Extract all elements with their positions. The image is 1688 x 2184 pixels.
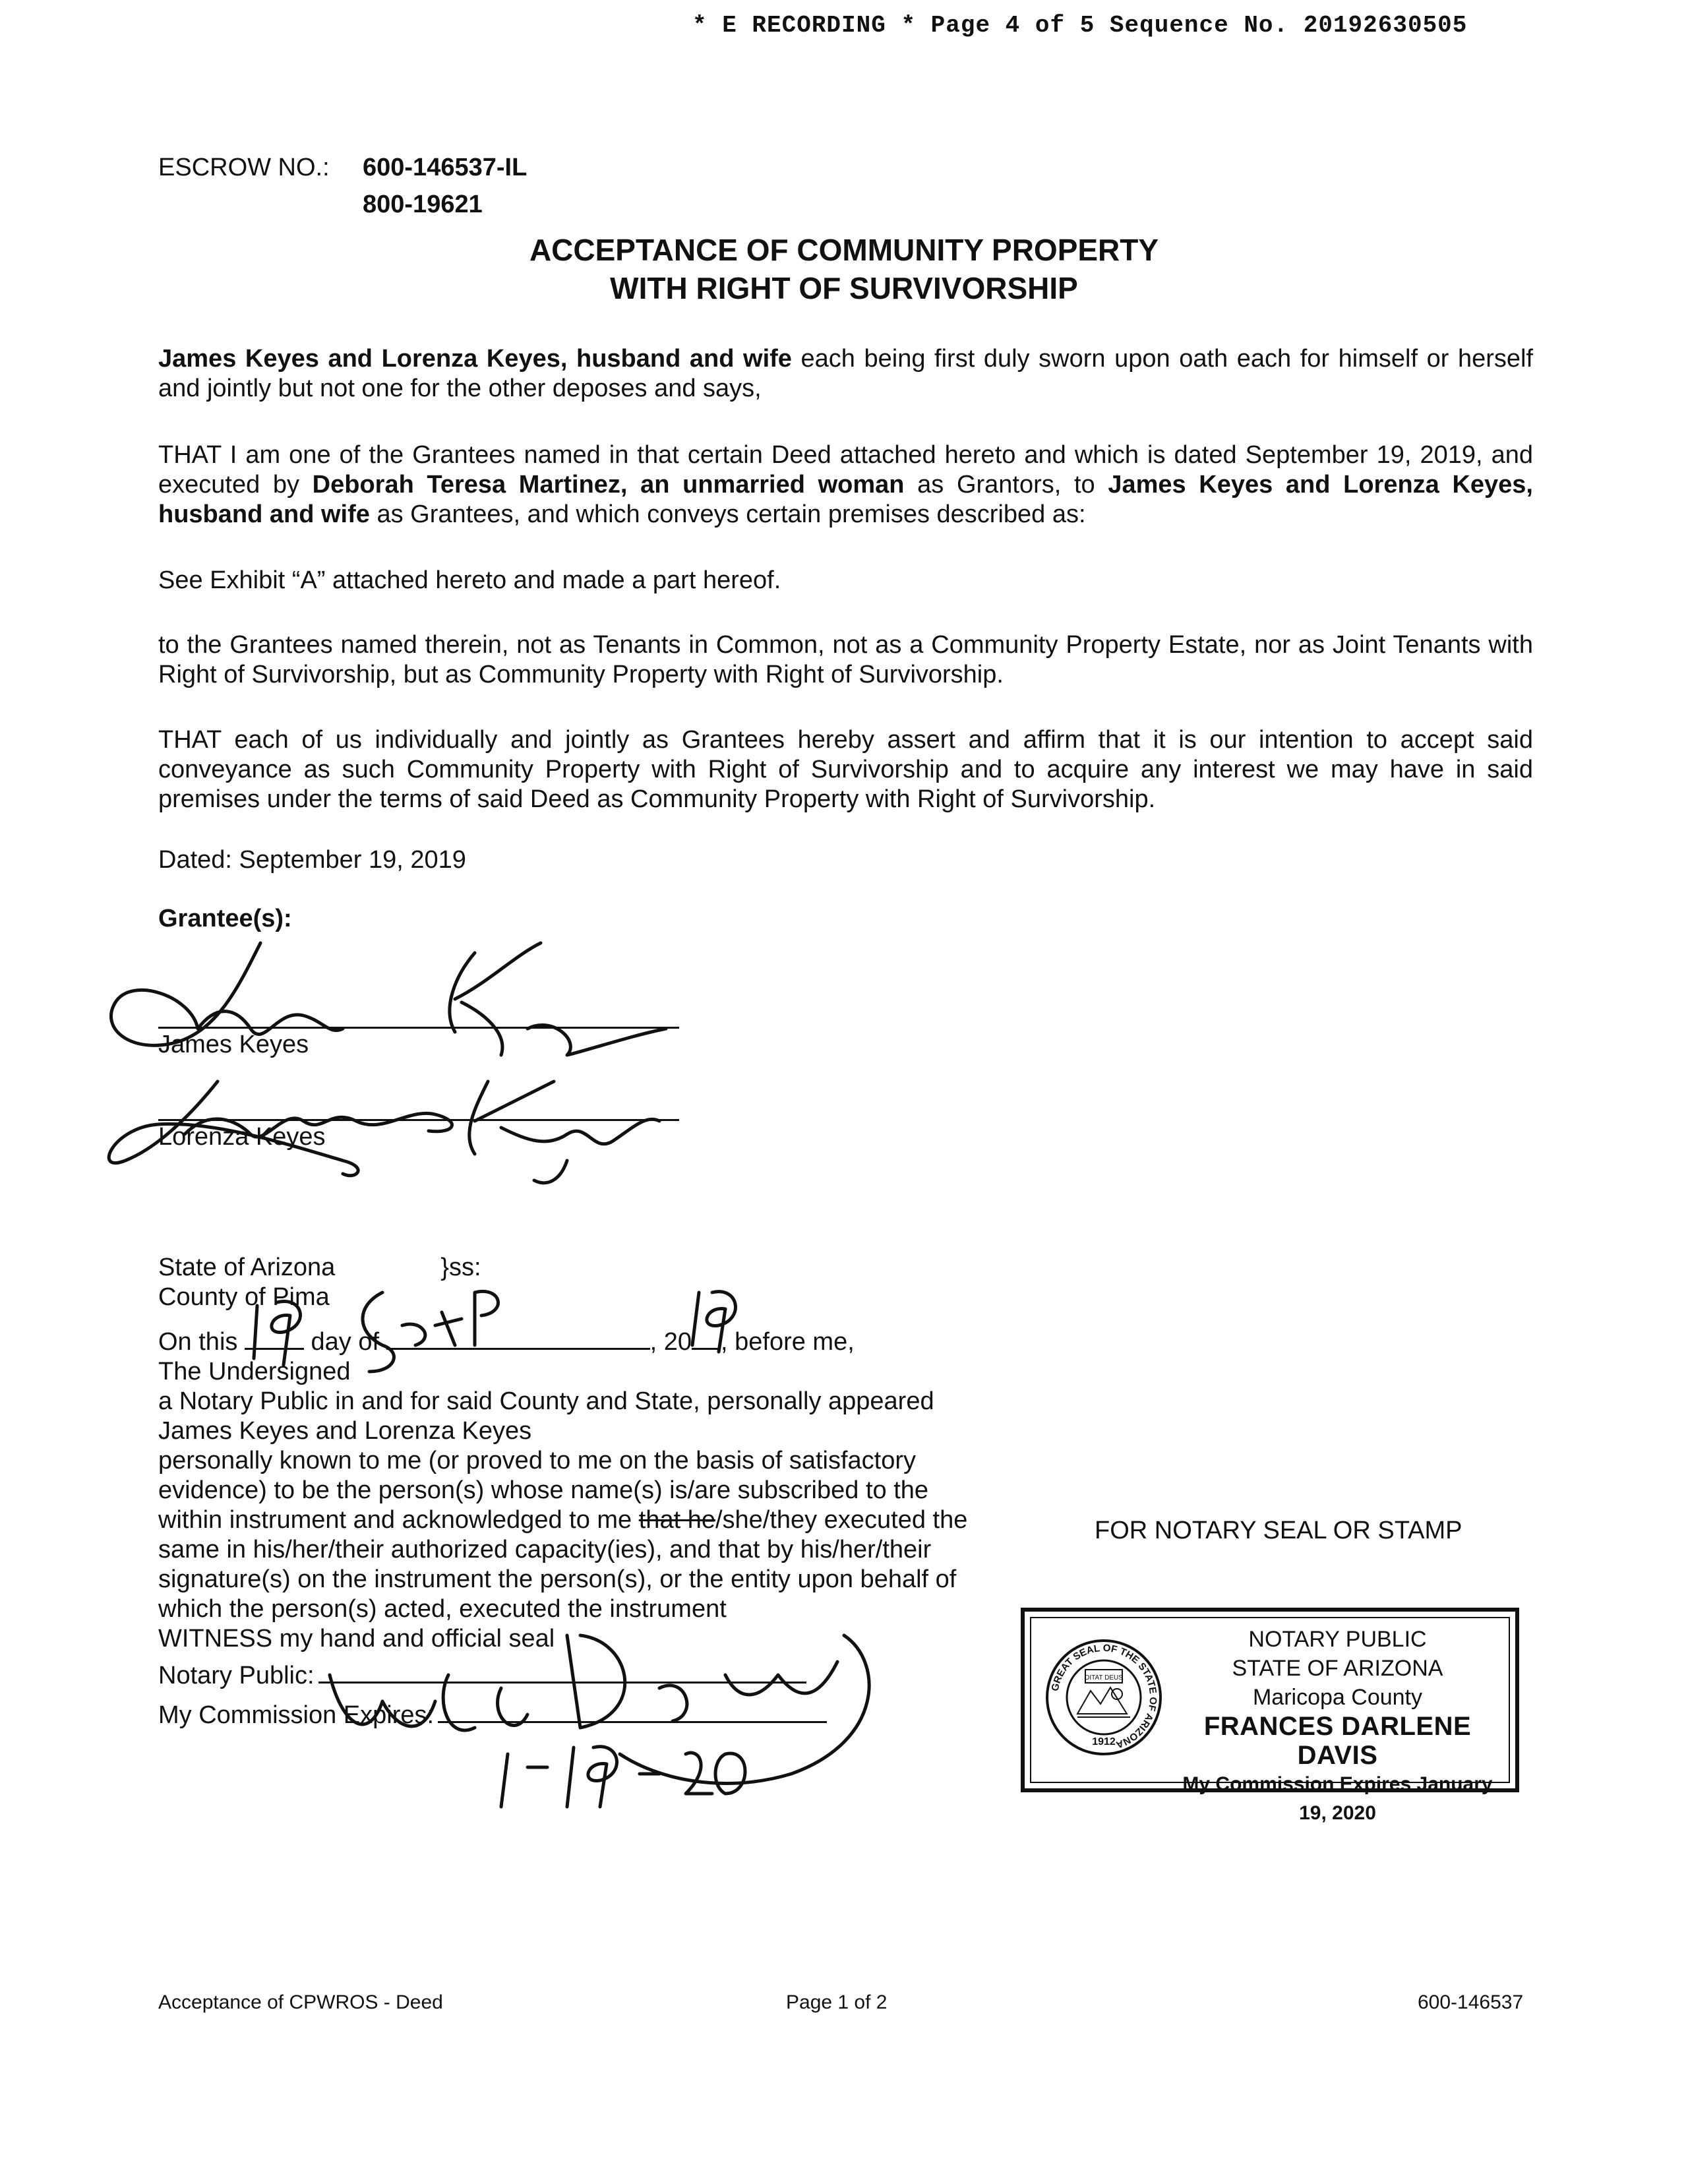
struck-text: that he xyxy=(638,1506,715,1534)
recording-header: * E RECORDING * Page 4 of 5 Sequence No. 20192630505 xyxy=(692,12,1468,39)
arizona-seal-icon xyxy=(1044,1638,1163,1757)
document-title xyxy=(0,231,1688,307)
escrow-block xyxy=(158,149,527,223)
paragraph-affirmation: THAT each of us individually and jointly as Grantees hereby assert and affirm that it is our intention to accept said conveyance as such Community Property with Right of Survivorship and to acquire any interest we may have in said premises under the terms of said Deed as Community Property with Right of Survivorship. xyxy=(158,726,1533,813)
commission-expires-label: My Commission Expires: xyxy=(158,1701,435,1729)
footer-left: Acceptance of CPWROS - Deed xyxy=(158,1991,443,2013)
paragraph-deed xyxy=(158,440,1533,530)
escrow-number-2: 800-19621 xyxy=(363,191,483,218)
expires-blank xyxy=(438,1699,827,1723)
paragraph-text: as Grantors, to xyxy=(904,471,1108,499)
ack-line-4: same in his/her/their authorized capacity(ies), and that by his/her/their xyxy=(158,1536,932,1563)
handwritten-expiry xyxy=(501,1747,745,1807)
ack-line-3: within instrument and acknowledged to me that he/she/they executed the xyxy=(158,1506,968,1534)
ack-line-5: signature(s) on the instrument the person(s), or the entity upon behalf of xyxy=(158,1565,957,1593)
ack-line-2: evidence) to be the person(s) whose name(s) is/are subscribed to the xyxy=(158,1476,929,1504)
escrow-label: ESCROW NO.: xyxy=(158,154,330,181)
title-line-2: WITH RIGHT OF SURVIVORSHIP xyxy=(610,271,1078,305)
ack-line-1: personally known to me (or proved to me on the basis of satisfactory xyxy=(158,1447,916,1474)
state-line: State of Arizona xyxy=(158,1254,336,1281)
ack-line-6: which the person(s) acted, executed the instrument xyxy=(158,1595,727,1623)
day-blank xyxy=(245,1325,304,1350)
svg-text:1912: 1912 xyxy=(1092,1736,1116,1747)
day-of-label: day of xyxy=(311,1328,380,1356)
paragraph-text: THAT I am one of the Grantees named in that certain Deed attached hereto and which is dated September 19, 2019, and executed by xyxy=(158,441,1533,499)
ss-mark: }ss: xyxy=(440,1254,481,1281)
dated-line: Dated: September 19, 2019 xyxy=(158,846,466,874)
stamp-line-county: Maricopa County xyxy=(1252,1685,1422,1710)
year-blank xyxy=(692,1325,721,1350)
stamp-line-notary-public: NOTARY PUBLIC xyxy=(1248,1627,1427,1652)
paragraph-exhibit: See Exhibit “A” attached hereto and made a part hereof. xyxy=(158,566,781,594)
paragraph-text: as Grantees, and which conveys certain premises described as: xyxy=(369,501,1086,528)
paragraph-deponents xyxy=(158,344,1533,404)
svg-text:GREAT SEAL OF THE STATE OF ARI: GREAT SEAL OF THE STATE OF ARIZONA xyxy=(1049,1642,1159,1751)
on-this-label: On this xyxy=(158,1328,238,1356)
notary-acknowledgment xyxy=(158,1253,1048,1730)
stamp-expiration: My Commission Expires January 19, 2020 xyxy=(1182,1773,1493,1824)
deponents-names: James Keyes and Lorenza Keyes, husband and wife xyxy=(158,345,792,373)
before-me: , before me, xyxy=(721,1328,855,1356)
month-blank xyxy=(386,1325,650,1350)
appeared-names: James Keyes and Lorenza Keyes xyxy=(158,1417,532,1445)
signature-line-2 xyxy=(158,1119,679,1121)
grantor-name: Deborah Teresa Martinez, an unmarried woman xyxy=(312,471,905,499)
footer-escrow-number: 600-146537 xyxy=(1418,1991,1524,2013)
notary-stamp xyxy=(1021,1608,1519,1824)
year-prefix: , 20 xyxy=(649,1328,692,1356)
grantees-names: James Keyes and Lorenza Keyes, husband and wife xyxy=(158,471,1533,528)
signer-name-1: James Keyes xyxy=(158,1031,309,1058)
witness-line: WITNESS my hand and official seal xyxy=(158,1625,555,1653)
paragraph-text: each being first duly sworn upon oath each for himself or herself and jointly but not one for the other deposes and says, xyxy=(158,345,1533,402)
signature-line-1 xyxy=(158,1027,679,1029)
notary-signature-blank xyxy=(318,1659,806,1684)
county-line: County of Pima xyxy=(158,1283,330,1311)
notary-public-label: Notary Public: xyxy=(158,1662,315,1689)
signer-name-2: Lorenza Keyes xyxy=(158,1123,326,1151)
stamp-notary-name: FRANCES DARLENE DAVIS xyxy=(1203,1712,1472,1770)
grantees-label: Grantee(s): xyxy=(158,905,292,932)
footer-page-number: Page 1 of 2 xyxy=(786,1991,888,2013)
seal-caption: FOR NOTARY SEAL OR STAMP xyxy=(1095,1517,1462,1544)
title-line-1: ACCEPTANCE OF COMMUNITY PROPERTY xyxy=(529,233,1159,267)
stamp-line-state: STATE OF ARIZONA xyxy=(1232,1656,1443,1681)
paragraph-tenancy: to the Grantees named therein, not as Tenants in Common, not as a Community Property Estate, nor as Joint Tenants with Right of Survivorship, but as Community Property with Right of Survivorship. xyxy=(158,631,1533,688)
svg-text:DITAT DEUS: DITAT DEUS xyxy=(1085,1674,1123,1682)
undersigned-line: The Undersigned xyxy=(158,1358,351,1385)
escrow-number-1: 600-146537-IL xyxy=(363,154,528,181)
stamp-text xyxy=(1166,1625,1509,1828)
notary-county-state-line: a Notary Public in and for said County and State, personally appeared xyxy=(158,1387,934,1415)
